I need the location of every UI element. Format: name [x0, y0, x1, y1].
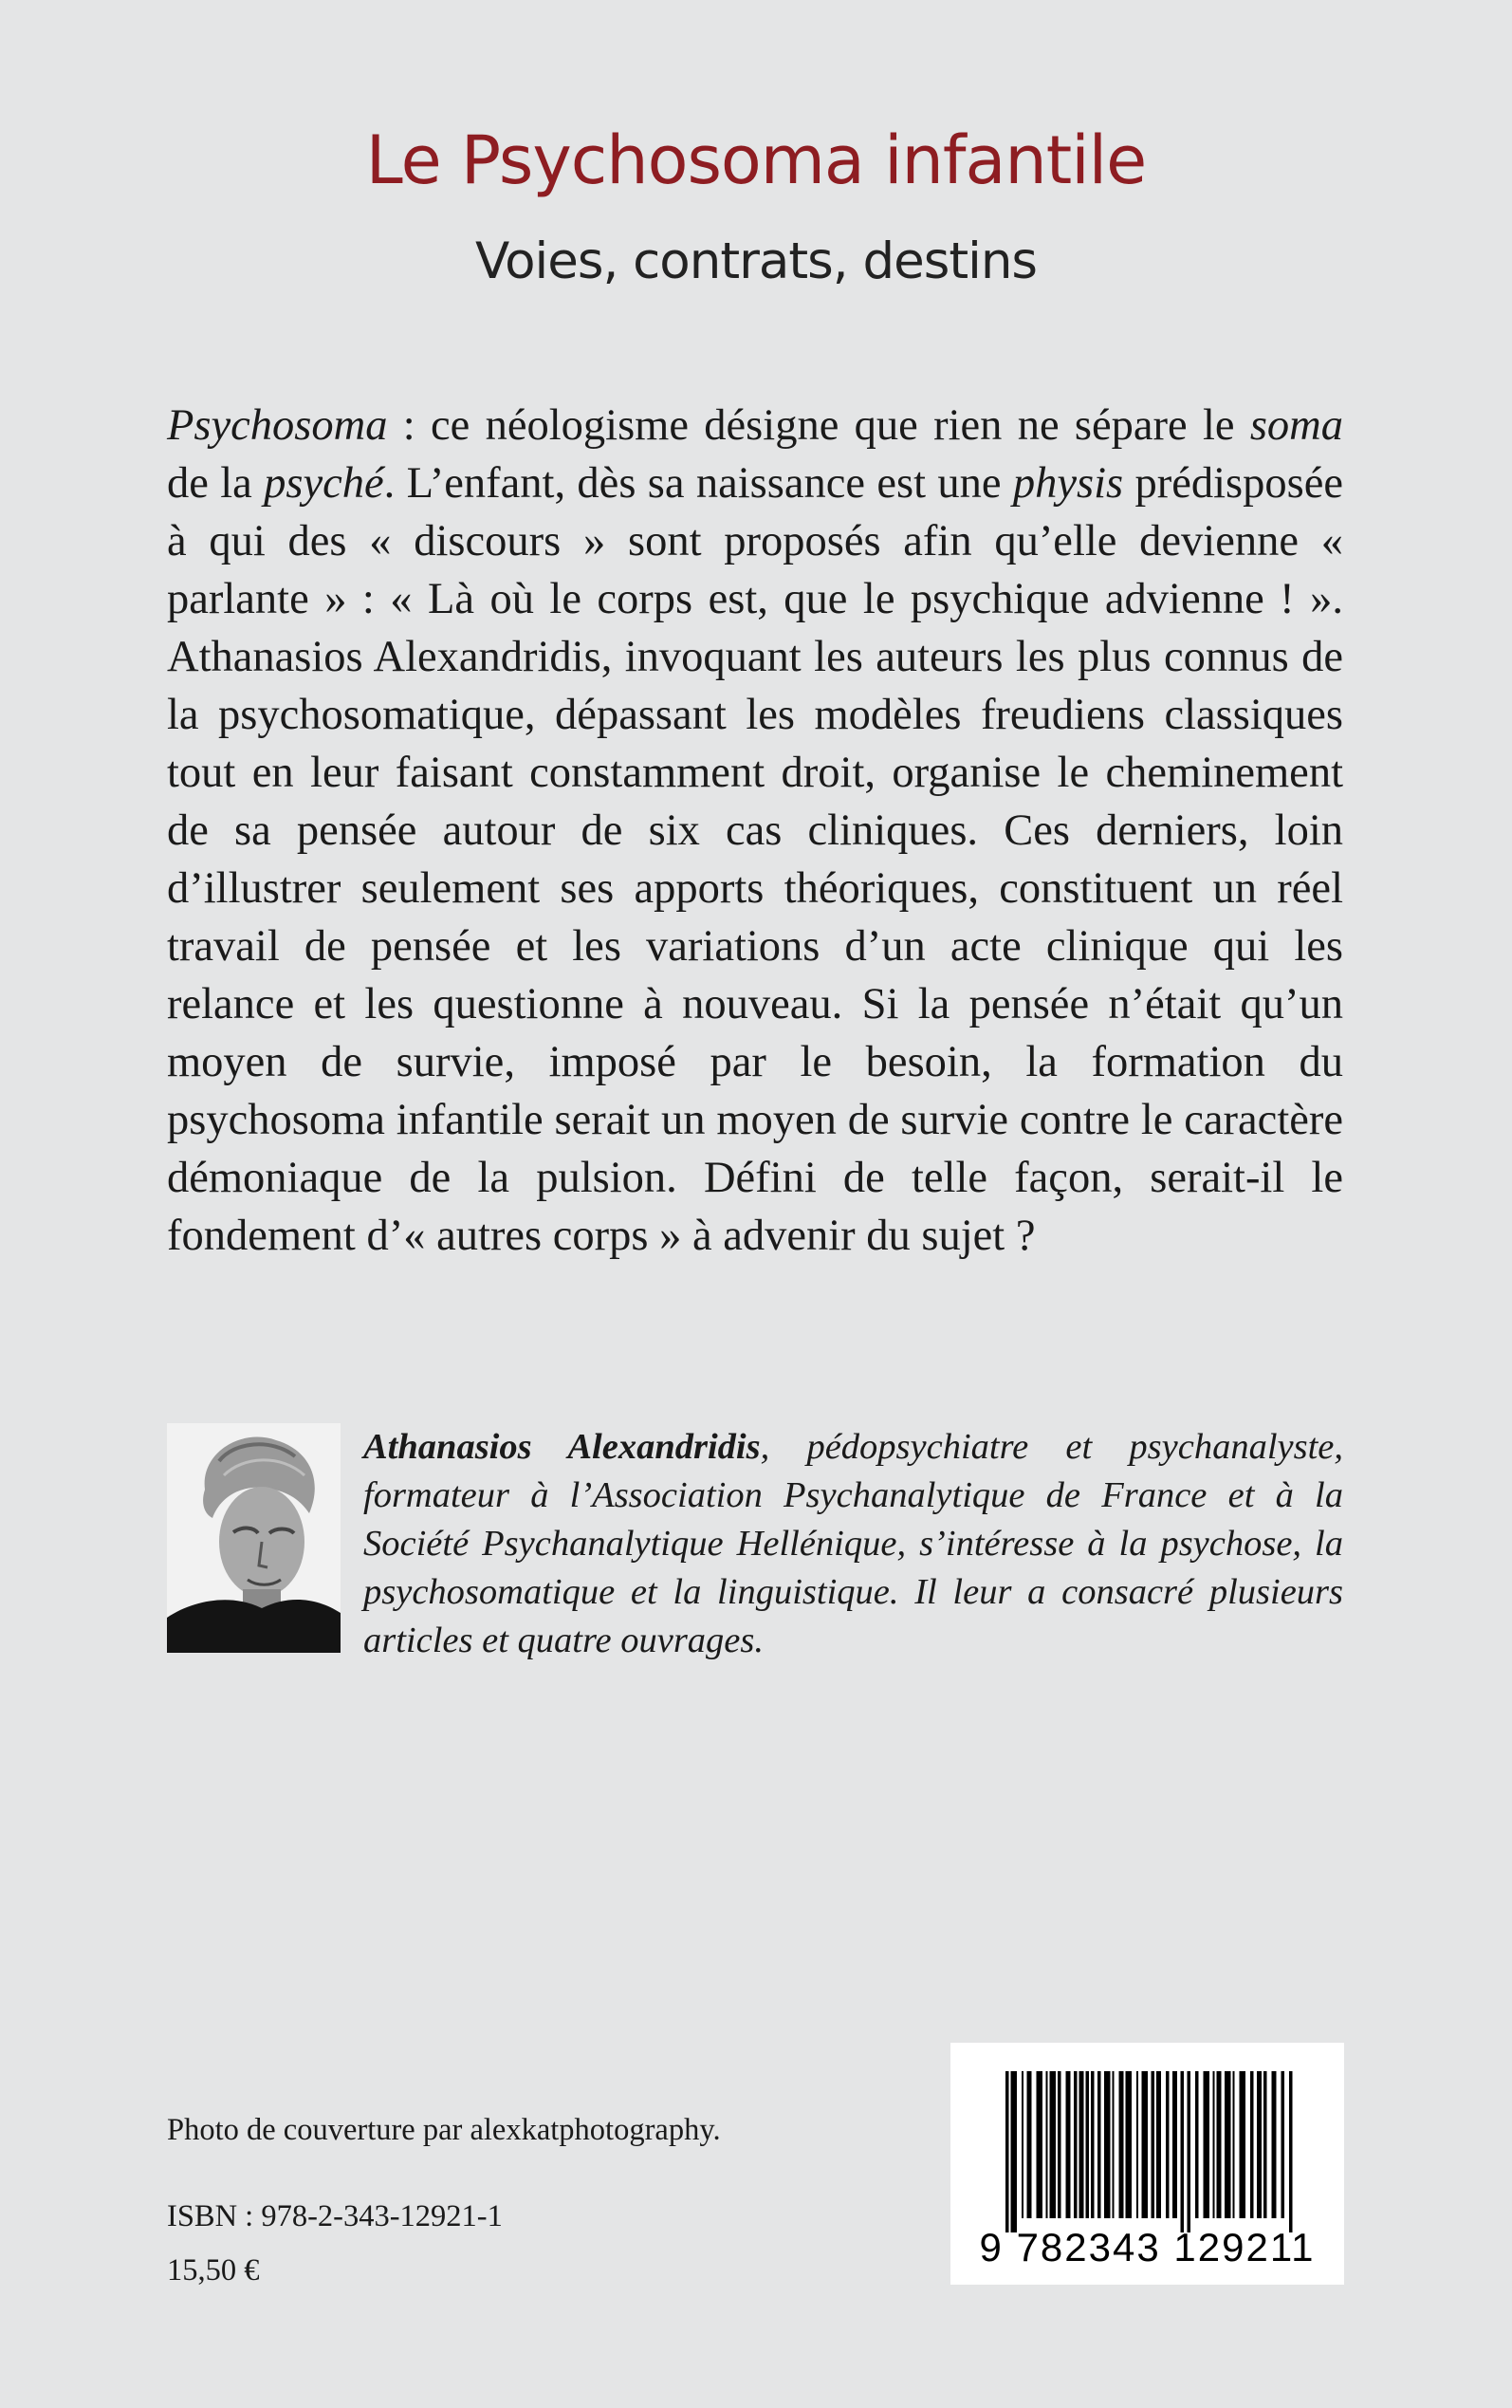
barcode-bar: [1086, 2071, 1090, 2218]
barcode-bar: [1011, 2071, 1018, 2232]
blurb-term-psyche: psyché: [264, 459, 384, 508]
barcode-bar: [1079, 2071, 1084, 2218]
price: 15,50 €: [167, 2253, 260, 2288]
barcode-bar: [1250, 2071, 1254, 2218]
barcode-bar: [1005, 2071, 1009, 2232]
barcode-bar: [1066, 2071, 1071, 2218]
barcode-bar: [1240, 2071, 1246, 2218]
barcode-bar: [1263, 2071, 1267, 2218]
barcode-digits: 9 782343 129211: [979, 2225, 1316, 2269]
barcode-bar: [1046, 2071, 1048, 2218]
book-subtitle: Voies, contrats, destins: [474, 232, 1038, 290]
author-portrait-image: [167, 1423, 341, 1653]
author-bio-text: , pédopsychiatre et psychanalyste, formateur à l’Association Psychanalytique de France et à la Société Psychanalytique Hellénique, s’intéresse à la psychose, la psychosomatique et la linguistique. Il leur a consacré plusieurs articles et quatre ouvrages.: [363, 1427, 1344, 1660]
author-photo: [167, 1423, 341, 1653]
blurb-term-physis: physis: [1012, 459, 1124, 508]
barcode-bar: [1181, 2071, 1185, 2232]
barcode-bar: [1225, 2071, 1231, 2218]
barcode-bar: [1166, 2071, 1170, 2218]
author-bio: [363, 1423, 1343, 1665]
barcode-bar: [1136, 2071, 1138, 2218]
barcode-bar: [1289, 2071, 1293, 2232]
barcode-bar: [1027, 2071, 1032, 2218]
photo-credit: Photo de couverture par alexkatphotography.: [167, 2113, 721, 2147]
barcode-bar: [1097, 2071, 1101, 2218]
barcode-bar: [1152, 2071, 1155, 2218]
barcode-bar: [1156, 2071, 1161, 2218]
book-title: Le Psychosoma infantile: [365, 121, 1147, 199]
author-name: Athanasios Alexandridis: [363, 1427, 761, 1467]
isbn: ISBN : 978-2-343-12921-1: [167, 2199, 503, 2233]
barcode-bar: [1091, 2071, 1095, 2218]
barcode-bar: [1126, 2071, 1133, 2218]
barcode-bar: [1058, 2071, 1061, 2218]
barcode-bar: [1142, 2071, 1149, 2218]
barcode-bar: [1233, 2071, 1235, 2218]
barcode-bar: [1282, 2071, 1285, 2218]
barcode-bar: [1022, 2071, 1023, 2218]
barcode-bar: [1195, 2071, 1199, 2218]
barcode-bar: [1104, 2071, 1111, 2218]
barcode-bars: [950, 2043, 1344, 2232]
back-cover-blurb: Psychosoma : ce néologisme désigne que rien ne sépare le soma de la psyché. L’enfant, dès sa naissance est une physis prédisposée à qui des « discours » sont proposés afin qu’elle devienne « parlante » : « Là où le corps est, que le psychique advienne ! ». Athanasios Alexandridis, invoquant les auteurs les plus connus de la psychosomatique, dépassant les modèles freudiens classiques tout en leur faisant constamment droit, organise le cheminement de sa pensée autour de six cas cliniques. Ces derniers, loin d’illustrer seulement ses apports théoriques, constituent un réel travail de pensée et les variations d’un acte clinique qui les relance et les questionne à nouveau. Si la pensée n’était qu’un moyen de survie, imposé par le besoin, la formation du psychosoma infantile serait un moyen de survie contre le caractère démoniaque de la pulsion. Défini de telle façon, serait-il le fondement d’« autres corps » à advenir du sujet ?: [167, 401, 1344, 1260]
barcode-bar: [1074, 2071, 1078, 2218]
barcode-bar: [1204, 2071, 1210, 2218]
blurb-term-psychosoma: Psychosoma: [167, 401, 388, 450]
barcode: [950, 2043, 1344, 2285]
barcode-bar: [1213, 2071, 1215, 2218]
barcode-bar: [1119, 2071, 1124, 2218]
barcode-bar: [1037, 2071, 1043, 2218]
barcode-bar: [1050, 2071, 1057, 2218]
blurb-term-soma: soma: [1249, 401, 1343, 450]
barcode-bar: [1113, 2071, 1115, 2218]
barcode-bar: [1188, 2071, 1191, 2232]
barcode-bar: [1257, 2071, 1262, 2218]
barcode-bar: [1172, 2071, 1177, 2218]
barcode-bar: [1272, 2071, 1277, 2218]
barcode-bar: [1217, 2071, 1222, 2218]
